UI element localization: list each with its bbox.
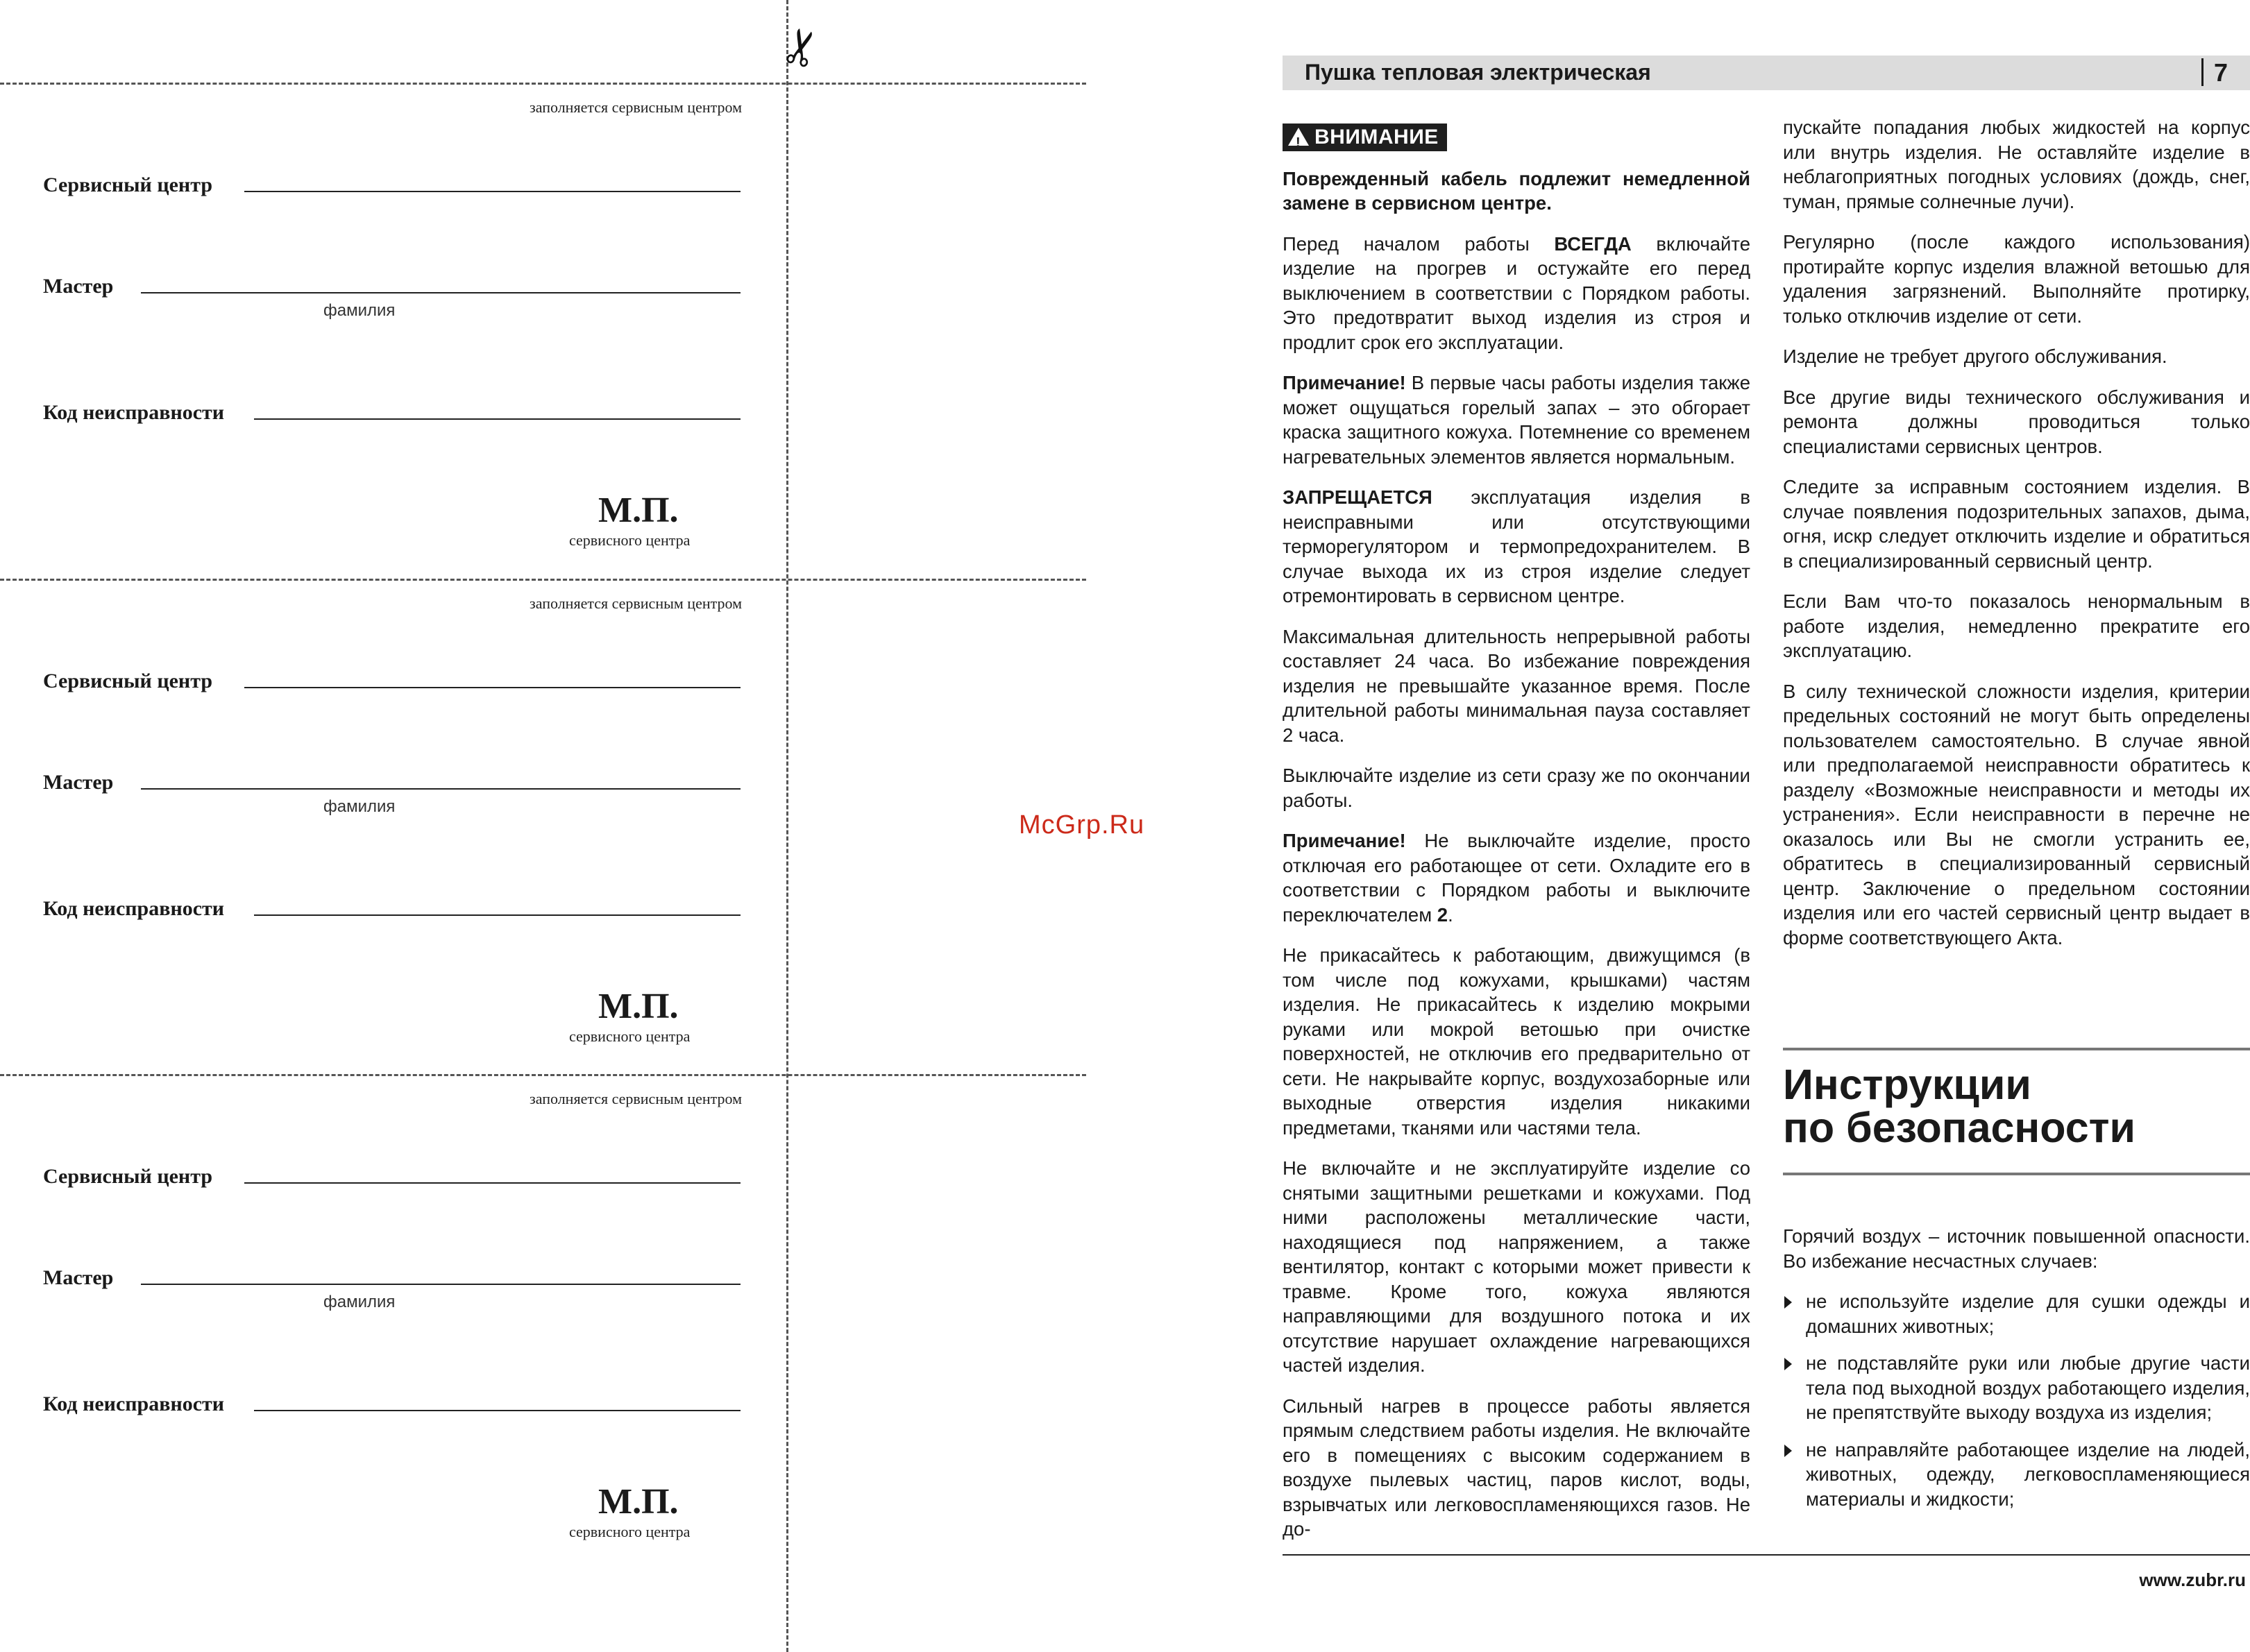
fault-code-line[interactable] — [254, 914, 741, 916]
paragraph: Примечание! Не выключайте изделие, просто отключая его работающее от сети. Охладите его в соответствии с Порядком работы и выключите переключателем 2. — [1283, 830, 1750, 926]
service-center-line[interactable] — [244, 191, 741, 192]
stamp-caption: сервисного центра — [569, 531, 691, 549]
paragraph: Регулярно (после каждого использования) протирайте корпус изделия влажной ветошью для удаления загрязнений. Выполняйте протирку, только отключив изделие от сети. — [1783, 231, 2250, 327]
warning-triangle-icon: ! — [1288, 128, 1309, 146]
paragraph: Не прикасайтесь к работающим, движущимся (в том числе под кожухами, крышками) частям изделия. Не прикасайтесь к изделию мокрыми руками или мокрой ветошью при очистке поверхностей, не отключив его предварительно от сети. Не накрывайте корпус, воздухозаборные или выходные отверстия изделия никакими предметами, тканями или частями тела. — [1283, 944, 1750, 1139]
fill-note: заполняется сервисным центром — [530, 99, 742, 116]
service-center-label: Сервисный центр — [43, 670, 212, 692]
paragraph: Следите за исправным состоянием изделия. В случае появления подозрительных запахов, дыма, огня, искр следует отключить изделие и обратиться в специализированный сервисный центр. — [1783, 476, 2250, 572]
stamp-caption: сервисного центра — [569, 1028, 691, 1045]
master-label: Мастер — [43, 1266, 114, 1289]
fault-code-label: Код неисправности — [43, 1393, 225, 1415]
surname-caption: фамилия — [323, 1293, 396, 1311]
fill-note: заполняется сервисным центром — [530, 595, 742, 612]
service-coupon — [0, 83, 786, 579]
paragraph: Примечание! В первые часы работы изделия также может ощущаться горелый запах – это обгорает краска защитного кожуха. Потемнение со временем нагревательных элементов является нормальным. — [1283, 372, 1750, 468]
fault-code-line[interactable] — [254, 418, 741, 420]
surname-caption: фамилия — [323, 301, 396, 320]
service-center-label: Сервисный центр — [43, 1165, 212, 1188]
fault-code-label: Код неисправности — [43, 401, 225, 424]
header-separator — [2201, 58, 2204, 86]
section-rule-bottom — [1783, 1173, 2250, 1175]
stamp-caption: сервисного центра — [569, 1523, 691, 1540]
list-item: не направляйте работающее изделие на людей, животных, одежду, легковоспламеняющиеся материалы и жидкости; — [1783, 1438, 2250, 1512]
safety-intro: Горячий воздух – источник повышенной опасности. Во избежание несчастных случаев: — [1783, 1225, 2250, 1272]
fill-note: заполняется сервисным центром — [530, 1090, 742, 1107]
paragraph: В силу технической сложности изделия, критерии предельных состояний не могут быть определены пользователем самостоятельно. В случае явной или предполагаемой неисправности обратитесь к разделу «Возможные неисправности и методы их устранения». Если неисправности в перечне не оказалось или Вы не смогли устранить ее, обратитесь в специализированный сервисный центр. Заключение о предельном состоянии изделия или его частей сервисный центр выдает в форме соответствующего Акта. — [1783, 680, 2250, 948]
paragraph: пускайте попадания любых жидкостей на корпус или внутрь изделия. Не оставляйте изделие в неблагоприятных погодных условиях (дождь, снег, туман, прямые солнечные лучи). — [1783, 117, 2250, 212]
stamp-label: М.П. — [598, 491, 679, 530]
warning-badge: ! ВНИМАНИЕ — [1283, 124, 1447, 151]
paragraph: Выключайте изделие из сети сразу же по окончании работы. — [1283, 765, 1750, 811]
service-center-line[interactable] — [244, 1182, 741, 1184]
footer-url[interactable]: www.zubr.ru — [2139, 1569, 2246, 1590]
paragraph: Максимальная длительность непрерывной работы составляет 24 часа. Во избежание повреждения изделия не превышайте указанное время. После длительной работы минимальная пауза составляет 2 часа. — [1283, 625, 1750, 746]
paragraph: Сильный нагрев в процессе работы является прямым следствием работы изделия. Не включайте его в помещениях с высоким содержанием в воздухе пылевых частиц, паров кислот, воды, взрывчатых или легковоспламеняющихся газов. Не до- — [1283, 1395, 1750, 1540]
master-label: Мастер — [43, 771, 114, 794]
footer-rule — [1283, 1554, 2250, 1556]
paragraph: Изделие не требует другого обслуживания. — [1783, 346, 2167, 367]
section-title: Инструкции по безопасности — [1783, 1061, 2136, 1151]
fault-code-line[interactable] — [254, 1410, 741, 1411]
list-item: не подставляйте руки или любые другие части тела под выходной воздух работающего изделия, не препятствуйте выходу воздуха из изделия; — [1783, 1351, 2250, 1425]
service-center-label: Сервисный центр — [43, 173, 212, 196]
paragraph: Не включайте и не эксплуатируйте изделие со снятыми защитными решетками и кожухами. Под ними расположены металлические части, находящиеся под напряжением, а также вентилятор, контакт с которыми может привести к травме. Кроме того, кожуха являются направляющими для воздушного потока и их отсутствие нарушает охлаждение нагревающихся частей изделия. — [1283, 1157, 1750, 1376]
text-column-right — [1783, 115, 2250, 966]
stamp-label: М.П. — [598, 987, 679, 1026]
vertical-cut-line — [786, 0, 788, 1652]
paragraph: Перед началом работы ВСЕГДА включайте изделие на прогрев и остужайте его перед выключением в соответствии с Порядком работы. Это предотвратит выход изделия из строя и продлит срок его эксплуатации. — [1283, 232, 1750, 353]
service-center-line[interactable] — [244, 687, 741, 688]
paragraph: Если Вам что-то показалось ненормальным в работе изделия, немедленно прекратите его эксплуатацию. — [1783, 590, 2250, 661]
service-coupon — [0, 579, 786, 1075]
master-line[interactable] — [141, 292, 741, 293]
page-number: 7 — [2214, 58, 2228, 87]
page-header-title: Пушка тепловая электрическая — [1305, 60, 1651, 85]
master-line[interactable] — [141, 1284, 741, 1285]
master-label: Мастер — [43, 275, 114, 298]
fault-code-label: Код неисправности — [43, 897, 225, 920]
text-column-left — [1283, 124, 1750, 1558]
list-item: не используйте изделие для сушки одежды и домашних животных; — [1783, 1289, 2250, 1338]
service-coupon — [0, 1075, 786, 1570]
warning-lead: Поврежденный кабель подлежит немедленной замене в сервисном центре. — [1283, 167, 1750, 214]
master-line[interactable] — [141, 788, 741, 790]
stamp-label: М.П. — [598, 1482, 679, 1522]
scissors-icon: ✂ — [772, 21, 834, 75]
paragraph: ЗАПРЕЩАЕТСЯ эксплуатация изделия в неисправными или отсутствующими терморегулятором и термопредохранителем. В случае выхода их из строя изделие следует отремонтировать в сервисном центре. — [1283, 486, 1750, 606]
safety-content — [1783, 1224, 2250, 1524]
section-rule-top — [1783, 1048, 2250, 1050]
paragraph: Все другие виды технического обслуживания и ремонта должны проводиться только специалистами сервисных центров. — [1783, 386, 2250, 457]
surname-caption: фамилия — [323, 797, 396, 816]
watermark: McGrp.Ru — [1019, 810, 1145, 840]
